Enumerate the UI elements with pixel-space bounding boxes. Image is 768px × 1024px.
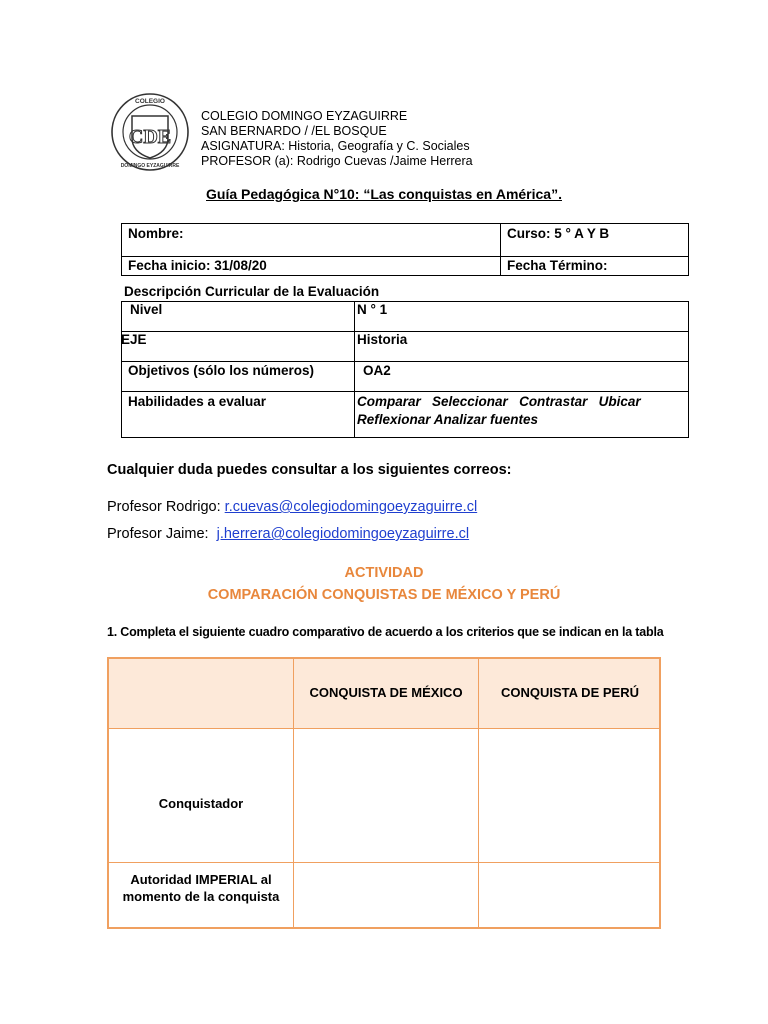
habilidades-value-line1: Comparar Seleccionar Contrastar Ubicar <box>357 394 641 409</box>
curricular-title: Descripción Curricular de la Evaluación <box>124 284 380 299</box>
curricular-row-eje <box>121 331 355 362</box>
eje-value-cell <box>354 331 689 362</box>
svg-text:CDE: CDE <box>128 126 172 148</box>
subject: ASIGNATURA: Historia, Geografía y C. Sociales <box>201 139 470 153</box>
end-date-label: Fecha Término: <box>507 258 608 273</box>
objetivos-value-cell <box>354 361 689 392</box>
activity-instruction: 1. Completa el siguiente cuadro comparativo de acuerdo a los criterios que se indican en la tabla <box>107 625 664 639</box>
nivel-label: Nivel <box>130 302 163 317</box>
jaime-label: Profesor Jaime: <box>107 526 217 542</box>
contact-rodrigo <box>107 499 477 515</box>
activity-title: ACTIVIDAD <box>344 565 424 581</box>
objetivos-value: OA2 <box>363 363 391 378</box>
row-label-conquistador: Conquistador <box>158 796 244 811</box>
guide-title: Guía Pedagógica N°10: “Las conquistas en América”. <box>206 186 562 202</box>
course-cell <box>500 223 689 257</box>
objetivos-label: Objetivos (sólo los números) <box>128 363 315 378</box>
svg-text:DOMINGO EYZAGUIRRE: DOMINGO EYZAGUIRRE <box>120 163 180 169</box>
course-label: Curso: 5 ° A Y B <box>507 226 610 241</box>
name-cell[interactable] <box>121 223 501 257</box>
eje-label: EJE <box>121 332 147 347</box>
svg-text:COLEGIO: COLEGIO <box>135 98 165 105</box>
name-label: Nombre: <box>128 226 184 241</box>
cell-mexico-conquistador[interactable] <box>294 729 478 862</box>
school-info <box>201 109 473 169</box>
row-label-autoridad: Autoridad IMPERIAL al momento de la conquista <box>122 872 280 904</box>
habilidades-value-cell <box>354 391 689 438</box>
school-name: COLEGIO DOMINGO EYZAGUIRRE <box>201 109 408 123</box>
activity-subtitle: COMPARACIÓN CONQUISTAS DE MÉXICO Y PERÚ <box>207 587 561 603</box>
cell-peru-autoridad[interactable] <box>479 863 661 927</box>
eje-value: Historia <box>357 332 408 347</box>
habilidades-value-line2: Reflexionar Analizar fuentes <box>357 412 539 427</box>
header-peru: CONQUISTA DE PERÚ <box>501 685 639 700</box>
nivel-value-cell <box>354 301 689 332</box>
cell-mexico-autoridad[interactable] <box>294 863 478 927</box>
school-location: SAN BERNARDO / /EL BOSQUE <box>201 124 387 138</box>
teachers: PROFESOR (a): Rodrigo Cuevas /Jaime Herrera <box>201 154 473 168</box>
curricular-row-nivel <box>121 301 355 332</box>
curricular-row-habilidades <box>121 391 355 438</box>
contact-jaime <box>107 526 469 542</box>
school-logo <box>110 92 190 172</box>
habilidades-label: Habilidades a evaluar <box>128 394 267 409</box>
contacts-intro: Cualquier duda puedes consultar a los siguientes correos: <box>107 462 512 478</box>
cell-peru-conquistador[interactable] <box>479 729 661 862</box>
start-date-label: Fecha inicio: 31/08/20 <box>128 258 267 273</box>
header-mexico: CONQUISTA DE MÉXICO <box>309 685 463 700</box>
jaime-email-link[interactable]: j.herrera@colegiodomingoeyzaguirre.cl <box>216 526 470 542</box>
rodrigo-label: Profesor Rodrigo: <box>107 499 225 515</box>
curricular-row-objetivos <box>121 361 355 392</box>
comparison-table <box>107 657 661 929</box>
nivel-value: N ° 1 <box>357 302 388 317</box>
start-date-cell <box>121 256 501 276</box>
rodrigo-email-link[interactable]: r.cuevas@colegiodomingoeyzaguirre.cl <box>224 499 478 515</box>
end-date-cell[interactable] <box>500 256 689 276</box>
